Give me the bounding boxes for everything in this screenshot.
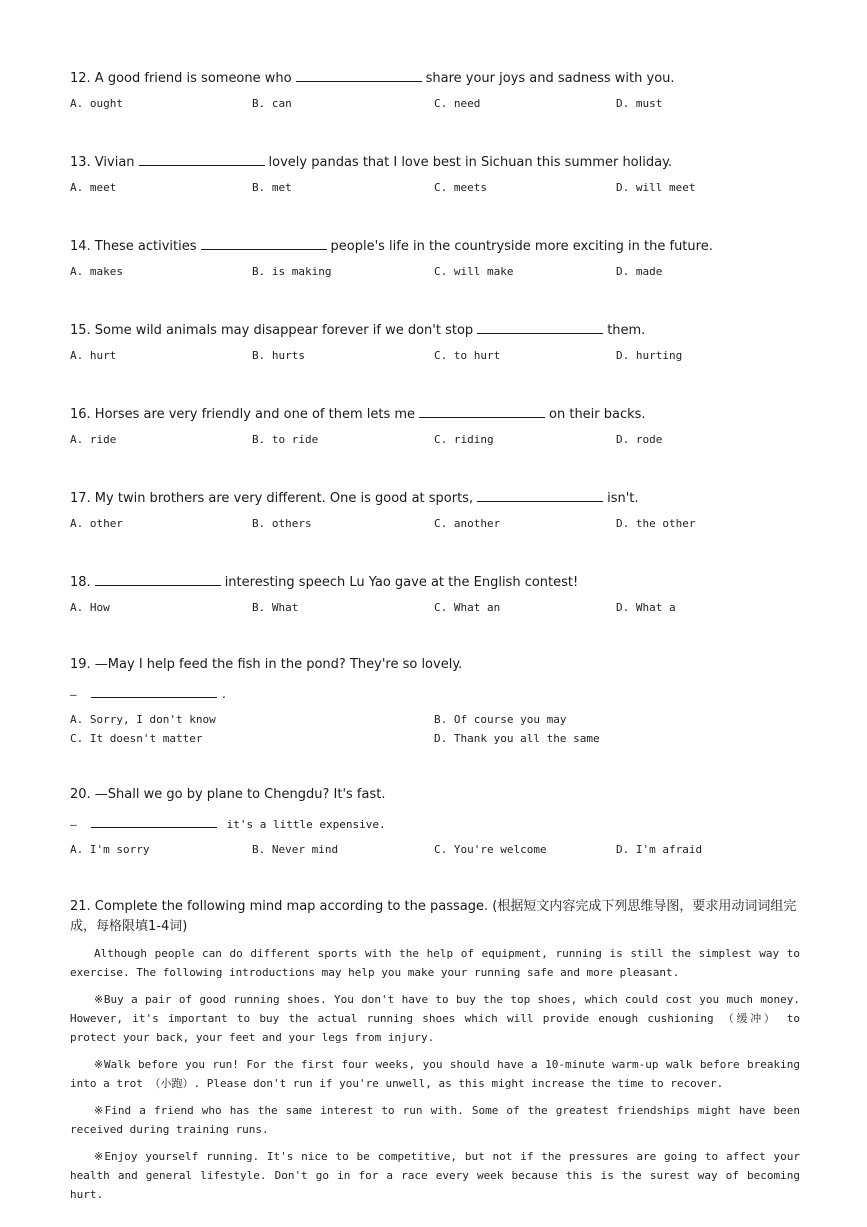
option-d: D. rode [616,433,663,446]
option-a: A. I'm sorry [70,843,150,856]
option-d: D. made [616,265,663,278]
option-c: C. What an [434,601,501,614]
answer-blank[interactable] [296,67,422,82]
answer-blank[interactable] [201,235,327,250]
stem-after: interesting speech Lu Yao gave at the English contest! [224,575,579,590]
answer-blank[interactable] [91,813,217,828]
option-c: C. You're welcome [434,843,547,856]
option-a: A. ought [70,97,123,110]
option-b: B. met [252,181,292,194]
passage-paragraph-4: ※Find a friend who has the same interest to run with. Some of the greatest friendships might have been received during training runs. [70,1104,800,1136]
option-b: B. to ride [252,433,319,446]
question-19-response [70,683,227,704]
passage-paragraph-5: ※Enjoy yourself running. It's nice to be competitive, but not if the pressures are going to affect your health and general lifestyle. Don't go in for a race every week because this is the surest way of becoming hurt. [70,1150,800,1201]
question-18-stem [70,571,810,592]
option-b: B. can [252,97,292,110]
stem-before: 14. These activities [70,239,197,254]
question-17-stem [70,487,810,508]
option-c: C. another [434,517,501,530]
stem-before: 12. A good friend is someone who [70,71,292,86]
option-a: A. hurt [70,349,117,362]
option-c: C. riding [434,433,494,446]
dash: — [70,818,77,831]
option-b: B. hurts [252,349,305,362]
question-15-stem [70,319,810,340]
option-b: B. What [252,601,299,614]
question-20-response [70,813,386,834]
option-b: B. is making [252,265,332,278]
option-a: A. How [70,601,110,614]
option-c: C. will make [434,265,514,278]
stem-after: isn't. [607,491,639,506]
option-a: A. ride [70,433,117,446]
stem-after: them. [607,323,646,338]
option-c: C. It doesn't matter [70,732,203,745]
stem-before: 18. [70,575,91,590]
question-16-stem [70,403,810,424]
option-d: D. Thank you all the same [434,732,600,745]
stem-after: people's life in the countryside more exciting in the future. [330,239,713,254]
option-c: C. meets [434,181,487,194]
option-b: B. Never mind [252,843,339,856]
answer-blank[interactable] [477,319,603,334]
question-20-stem: 20. —Shall we go by plane to Chengdu? It's fast. [70,787,386,802]
dash: — [70,688,77,701]
stem-before: 15. Some wild animals may disappear forever if we don't stop [70,323,474,338]
option-a: A. Sorry, I don't know [70,713,216,726]
option-a: A. meet [70,181,117,194]
response-after: it's a little expensive. [226,818,386,831]
stem-before: 16. Horses are very friendly and one of them lets me [70,407,416,422]
question-12-stem [70,67,810,88]
option-d: D. must [616,97,663,110]
option-a: A. other [70,517,123,530]
question-13-stem [70,151,810,172]
passage-paragraph-3: ※Walk before you run! For the first four weeks, you should have a 10-minute warm-up walk before breaking into a trot （小跑）. Please don't run if you're unwell, as this might increase the time to recover. [70,1058,800,1090]
option-d: D. will meet [616,181,696,194]
answer-blank[interactable] [139,151,265,166]
answer-blank[interactable] [91,683,217,698]
answer-blank[interactable] [477,487,603,502]
option-b: B. Of course you may [434,713,567,726]
stem-after: on their backs. [549,407,646,422]
answer-blank[interactable] [95,571,221,586]
answer-blank[interactable] [419,403,545,418]
option-d: D. hurting [616,349,683,362]
question-19-stem: 19. —May I help feed the fish in the pond? They're so lovely. [70,657,463,672]
option-d: D. I'm afraid [616,843,703,856]
option-c: C. need [434,97,481,110]
stem-before: 13. Vivian [70,155,135,170]
stem-after: lovely pandas that I love best in Sichuan this summer holiday. [268,155,673,170]
passage-paragraph-2: ※Buy a pair of good running shoes. You don't have to buy the top shoes, which could cost you much money. However, it's important to buy the actual running shoes which will provide enough cushioning （缓冲） to protect your back, your feet and your legs from injury. [70,993,800,1044]
end-mark: . [220,688,228,701]
option-d: D. What a [616,601,676,614]
question-21-title: 21. Complete the following mind map according to the passage. (根据短文内容完成下列思维导图，要求用动词词组完成，每格限填1-4词) [70,899,797,934]
option-a: A. makes [70,265,123,278]
stem-before: 17. My twin brothers are very different. One is good at sports, [70,491,474,506]
option-c: C. to hurt [434,349,501,362]
passage-paragraph-1: Although people can do different sports with the help of equipment, running is still the simplest way to exercise. The following introductions may help you make your running safe and more pleasant. [70,947,800,979]
option-d: D. the other [616,517,696,530]
stem-after: share your joys and sadness with you. [425,71,675,86]
question-14-stem [70,235,810,256]
option-b: B. others [252,517,312,530]
